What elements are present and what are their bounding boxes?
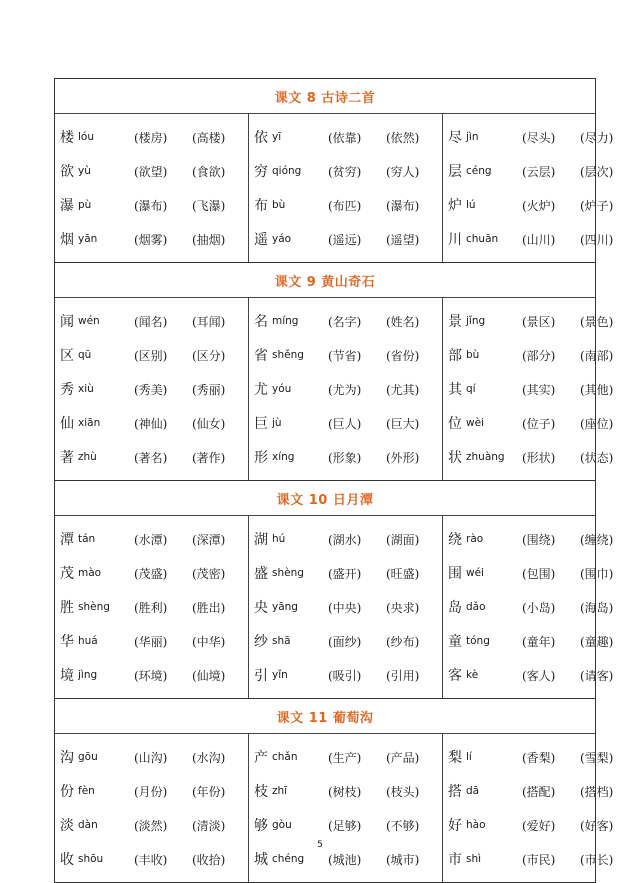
lesson-title-row: [55, 699, 595, 734]
word-1: (景区): [522, 314, 556, 329]
pinyin: shěng: [272, 349, 304, 361]
pinyin: bù: [272, 199, 286, 211]
vocab-entry: [55, 154, 248, 188]
pinyin: pù: [78, 199, 92, 211]
word-2: (旺盛): [386, 566, 420, 581]
character: 绕: [448, 532, 462, 548]
character: 盛: [254, 566, 268, 582]
character: 纱: [254, 634, 268, 650]
vocab-entry: [443, 808, 636, 842]
pinyin: mào: [78, 567, 102, 579]
vocab-entry: [55, 522, 248, 556]
character: 产: [254, 750, 268, 766]
pinyin: tóng: [466, 635, 490, 647]
character: 瀑: [60, 198, 74, 214]
vocab-entry: [55, 338, 248, 372]
word-2: (纱布): [386, 634, 420, 649]
pinyin: chuān: [466, 233, 499, 245]
vocab-entry: [249, 556, 442, 590]
pinyin: míng: [272, 315, 299, 327]
vocab-entry: [443, 222, 636, 256]
word-1: (淡然): [134, 818, 168, 833]
character: 尽: [448, 130, 462, 146]
vocab-entry: [55, 304, 248, 338]
pinyin: wéi: [466, 567, 484, 579]
word-2: (飞瀑): [192, 198, 226, 213]
pinyin: gòu: [272, 819, 292, 831]
pinyin: qí: [466, 383, 476, 395]
word-2: (湖面): [386, 532, 420, 547]
vocab-entry: [443, 740, 636, 774]
word-2: (城市): [386, 852, 420, 867]
vocab-entry: [443, 120, 636, 154]
pinyin: yāng: [272, 601, 298, 613]
pinyin: yóu: [272, 383, 292, 395]
pinyin: wén: [78, 315, 100, 327]
character: 华: [60, 634, 74, 650]
word-2: (抽烟): [192, 232, 226, 247]
vocab-entry: [249, 808, 442, 842]
character: 搭: [448, 784, 462, 800]
pinyin: shèng: [78, 601, 110, 613]
character: 位: [448, 416, 462, 432]
word-column: [442, 734, 636, 882]
word-column: [55, 298, 248, 480]
word-1: (欲望): [134, 164, 168, 179]
pinyin: gōu: [78, 751, 98, 763]
word-2: (景色): [580, 314, 614, 329]
lesson-title-row: [55, 481, 595, 516]
word-2: (中华): [192, 634, 226, 649]
word-1: (部分): [522, 348, 556, 363]
character: 淡: [60, 818, 74, 834]
pinyin: xiān: [78, 417, 101, 429]
vocab-entry: [443, 154, 636, 188]
pinyin: dàn: [78, 819, 98, 831]
word-1: (足够): [328, 818, 362, 833]
word-1: (城池): [328, 852, 362, 867]
pinyin: lú: [466, 199, 476, 211]
vocab-entry: [443, 556, 636, 590]
word-2: (水沟): [192, 750, 226, 765]
character: 其: [448, 382, 462, 398]
character: 央: [254, 600, 268, 616]
vocab-entry: [249, 406, 442, 440]
word-1: (香梨): [522, 750, 556, 765]
character: 烟: [60, 232, 74, 248]
vocab-entry: [249, 120, 442, 154]
word-1: (小岛): [522, 600, 556, 615]
character: 沟: [60, 750, 74, 766]
character: 景: [448, 314, 462, 330]
word-1: (山川): [522, 232, 556, 247]
character: 区: [60, 348, 74, 364]
word-1: (环境): [134, 668, 168, 683]
vocab-entry: [249, 774, 442, 808]
word-2: (搭档): [580, 784, 614, 799]
pinyin: huá: [78, 635, 98, 647]
character: 岛: [448, 600, 462, 616]
word-2: (缠绕): [580, 532, 614, 547]
vocab-entry: [249, 740, 442, 774]
word-column: [442, 114, 636, 262]
word-2: (状态): [580, 450, 614, 465]
vocab-entry: [55, 440, 248, 474]
vocab-entry: [443, 774, 636, 808]
word-1: (华丽): [134, 634, 168, 649]
word-1: (吸引): [328, 668, 362, 683]
word-1: (名字): [328, 314, 362, 329]
word-1: (楼房): [134, 130, 168, 145]
word-2: (好客): [580, 818, 614, 833]
word-1: (著名): [134, 450, 168, 465]
character: 欲: [60, 164, 74, 180]
word-2: (层次): [580, 164, 614, 179]
character: 巨: [254, 416, 268, 432]
character: 闻: [60, 314, 74, 330]
pinyin: shā: [272, 635, 291, 647]
pinyin: shèng: [272, 567, 304, 579]
word-2: (不够): [386, 818, 420, 833]
vocabulary-table: [54, 78, 614, 883]
word-1: (云层): [522, 164, 556, 179]
lesson-title-row: [55, 263, 595, 298]
character: 楼: [60, 130, 74, 146]
pinyin: xiù: [78, 383, 94, 395]
character: 著: [60, 450, 74, 466]
vocab-entry: [249, 188, 442, 222]
character: 形: [254, 450, 268, 466]
word-2: (耳闻): [192, 314, 226, 329]
word-1: (尽头): [522, 130, 556, 145]
word-2: (南部): [580, 348, 614, 363]
pinyin: hú: [272, 533, 286, 545]
pinyin: yī: [272, 131, 282, 143]
word-1: (搭配): [522, 784, 556, 799]
pinyin: chǎn: [272, 751, 298, 763]
character: 川: [448, 232, 462, 248]
vocab-entry: [443, 188, 636, 222]
character: 茂: [60, 566, 74, 582]
vocab-entry: [55, 372, 248, 406]
pinyin: shì: [466, 853, 482, 865]
pinyin: zhuàng: [466, 451, 505, 463]
vocab-entry: [443, 406, 636, 440]
word-2: (枝头): [386, 784, 420, 799]
word-2: (省份): [386, 348, 420, 363]
vocab-entry: [55, 188, 248, 222]
vocab-entry: [249, 624, 442, 658]
vocab-entry: [443, 372, 636, 406]
pinyin: zhù: [78, 451, 97, 463]
word-1: (火炉): [522, 198, 556, 213]
word-1: (山沟): [134, 750, 168, 765]
lesson-body: [55, 734, 614, 882]
character: 布: [254, 198, 268, 214]
word-1: (树枝): [328, 784, 362, 799]
word-1: (市民): [522, 852, 556, 867]
word-2: (胜出): [192, 600, 226, 615]
vocab-entry: [443, 522, 636, 556]
character: 仙: [60, 416, 74, 432]
word-1: (客人): [522, 668, 556, 683]
word-2: (尤其): [386, 382, 420, 397]
lesson-body: [55, 516, 614, 699]
character: 湖: [254, 532, 268, 548]
character: 客: [448, 668, 462, 684]
lesson-body: [55, 298, 614, 481]
word-1: (贫穷): [328, 164, 362, 179]
character: 潭: [60, 532, 74, 548]
vocab-entry: [443, 440, 636, 474]
pinyin: hào: [466, 819, 486, 831]
word-2: (外形): [386, 450, 420, 465]
vocab-entry: [55, 590, 248, 624]
word-column: [55, 734, 248, 882]
word-2: (围巾): [580, 566, 614, 581]
pinyin: lóu: [78, 131, 94, 143]
word-column: [248, 298, 442, 480]
vocab-entry: [55, 556, 248, 590]
word-2: (姓名): [386, 314, 420, 329]
word-2: (座位): [580, 416, 614, 431]
word-2: (四川): [580, 232, 614, 247]
lesson-title: 课文 10 日月潭: [276, 492, 374, 508]
word-2: (遥望): [386, 232, 420, 247]
lesson-title-row: [55, 79, 595, 114]
word-1: (胜利): [134, 600, 168, 615]
word-2: (茂密): [192, 566, 226, 581]
word-1: (尤为): [328, 382, 362, 397]
vocab-entry: [443, 338, 636, 372]
word-1: (湖水): [328, 532, 362, 547]
word-2: (瀑布): [386, 198, 420, 213]
vocab-entry: [55, 808, 248, 842]
vocab-entry: [249, 590, 442, 624]
character: 童: [448, 634, 462, 650]
word-column: [442, 516, 636, 698]
pinyin: bù: [466, 349, 480, 361]
pinyin: wèi: [466, 417, 484, 429]
vocab-entry: [443, 658, 636, 692]
word-1: (依靠): [328, 130, 362, 145]
pinyin: yáo: [272, 233, 292, 245]
character: 炉: [448, 198, 462, 214]
character: 境: [60, 668, 74, 684]
vocab-entry: [249, 222, 442, 256]
word-1: (巨人): [328, 416, 362, 431]
word-2: (引用): [386, 668, 420, 683]
character: 部: [448, 348, 462, 364]
pinyin: dǎo: [466, 601, 486, 613]
vocab-entry: [55, 222, 248, 256]
character: 市: [448, 852, 462, 868]
word-1: (节省): [328, 348, 362, 363]
word-2: (其他): [580, 382, 614, 397]
pinyin: jù: [272, 417, 282, 429]
word-2: (炉子): [580, 198, 614, 213]
lesson-title: 课文 9 黄山奇石: [274, 274, 376, 290]
word-1: (区别): [134, 348, 168, 363]
word-1: (面纱): [328, 634, 362, 649]
word-2: (年份): [192, 784, 226, 799]
word-1: (丰收): [134, 852, 168, 867]
character: 依: [254, 130, 268, 146]
vocab-entry: [443, 304, 636, 338]
character: 围: [448, 566, 462, 582]
word-1: (生产): [328, 750, 362, 765]
character: 秀: [60, 382, 74, 398]
word-1: (烟雾): [134, 232, 168, 247]
lesson-title: 课文 11 葡萄沟: [276, 710, 374, 726]
word-1: (秀美): [134, 382, 168, 397]
word-2: (依然): [386, 130, 420, 145]
vocab-entry: [55, 120, 248, 154]
character: 省: [254, 348, 268, 364]
word-2: (穷人): [386, 164, 420, 179]
word-2: (仙境): [192, 668, 226, 683]
character: 名: [254, 314, 268, 330]
vocab-entry: [55, 624, 248, 658]
word-2: (著作): [192, 450, 226, 465]
pinyin: yù: [78, 165, 91, 177]
word-2: (深潭): [192, 532, 226, 547]
word-2: (区分): [192, 348, 226, 363]
character: 状: [448, 450, 462, 466]
pinyin: yān: [78, 233, 98, 245]
word-1: (瀑布): [134, 198, 168, 213]
pinyin: rào: [466, 533, 484, 545]
pinyin: tán: [78, 533, 96, 545]
pinyin: dā: [466, 785, 480, 797]
word-1: (童年): [522, 634, 556, 649]
word-2: (海岛): [580, 600, 614, 615]
character: 枝: [254, 784, 268, 800]
word-1: (闻名): [134, 314, 168, 329]
vocab-entry: [249, 372, 442, 406]
character: 遥: [254, 232, 268, 248]
vocab-entry: [443, 590, 636, 624]
pinyin: jǐng: [466, 315, 486, 327]
character: 好: [448, 818, 462, 834]
word-1: (茂盛): [134, 566, 168, 581]
page-number: 5: [317, 840, 323, 850]
vocab-entry: [249, 304, 442, 338]
word-2: (尽力): [580, 130, 614, 145]
pinyin: fèn: [78, 785, 95, 797]
word-column: [55, 114, 248, 262]
character: 穷: [254, 164, 268, 180]
pinyin: shōu: [78, 853, 104, 865]
lesson-title: 课文 8 古诗二首: [274, 90, 376, 106]
pinyin: xíng: [272, 451, 295, 463]
word-1: (盛开): [328, 566, 362, 581]
character: 胜: [60, 600, 74, 616]
character: 份: [60, 784, 74, 800]
word-2: (秀丽): [192, 382, 226, 397]
word-1: (位子): [522, 416, 556, 431]
character: 城: [254, 852, 268, 868]
word-1: (形象): [328, 450, 362, 465]
word-column: [248, 734, 442, 882]
word-1: (布匹): [328, 198, 362, 213]
word-2: (高楼): [192, 130, 226, 145]
word-1: (爱好): [522, 818, 556, 833]
word-column: [248, 516, 442, 698]
word-2: (巨大): [386, 416, 420, 431]
pinyin: yǐn: [272, 669, 288, 681]
word-2: (请客): [580, 668, 614, 683]
pinyin: kè: [466, 669, 479, 681]
pinyin: jìng: [78, 669, 98, 681]
word-column: [442, 298, 636, 480]
word-2: (收拾): [192, 852, 226, 867]
pinyin: qū: [78, 349, 92, 361]
word-1: (围绕): [522, 532, 556, 547]
word-column: [248, 114, 442, 262]
word-1: (遥远): [328, 232, 362, 247]
word-2: (食欲): [192, 164, 226, 179]
character: 层: [448, 164, 462, 180]
vocab-entry: [55, 658, 248, 692]
word-2: (央求): [386, 600, 420, 615]
vocab-entry: [249, 154, 442, 188]
lesson-body: [55, 114, 614, 263]
word-2: (清淡): [192, 818, 226, 833]
pinyin: céng: [466, 165, 492, 177]
word-1: (形状): [522, 450, 556, 465]
character: 收: [60, 852, 74, 868]
character: 够: [254, 818, 268, 834]
pinyin: zhī: [272, 785, 288, 797]
word-1: (包围): [522, 566, 556, 581]
vocab-entry: [443, 624, 636, 658]
word-1: (神仙): [134, 416, 168, 431]
vocab-entry: [249, 658, 442, 692]
word-2: (产品): [386, 750, 420, 765]
word-column: [55, 516, 248, 698]
pinyin: chéng: [272, 853, 305, 865]
vocab-entry: [249, 338, 442, 372]
word-2: (市长): [580, 852, 614, 867]
character: 引: [254, 668, 268, 684]
word-1: (其实): [522, 382, 556, 397]
character: 梨: [448, 750, 462, 766]
pinyin: lí: [466, 751, 472, 763]
word-1: (月份): [134, 784, 168, 799]
pinyin: qióng: [272, 165, 302, 177]
word-1: (水潭): [134, 532, 168, 547]
word-2: (仙女): [192, 416, 226, 431]
vocab-entry: [55, 406, 248, 440]
character: 尤: [254, 382, 268, 398]
pinyin: jìn: [466, 131, 479, 143]
word-2: (雪梨): [580, 750, 614, 765]
word-2: (童趣): [580, 634, 614, 649]
vocab-entry: [249, 522, 442, 556]
vocab-entry: [249, 440, 442, 474]
vocab-entry: [55, 740, 248, 774]
vocab-entry: [55, 774, 248, 808]
word-1: (中央): [328, 600, 362, 615]
